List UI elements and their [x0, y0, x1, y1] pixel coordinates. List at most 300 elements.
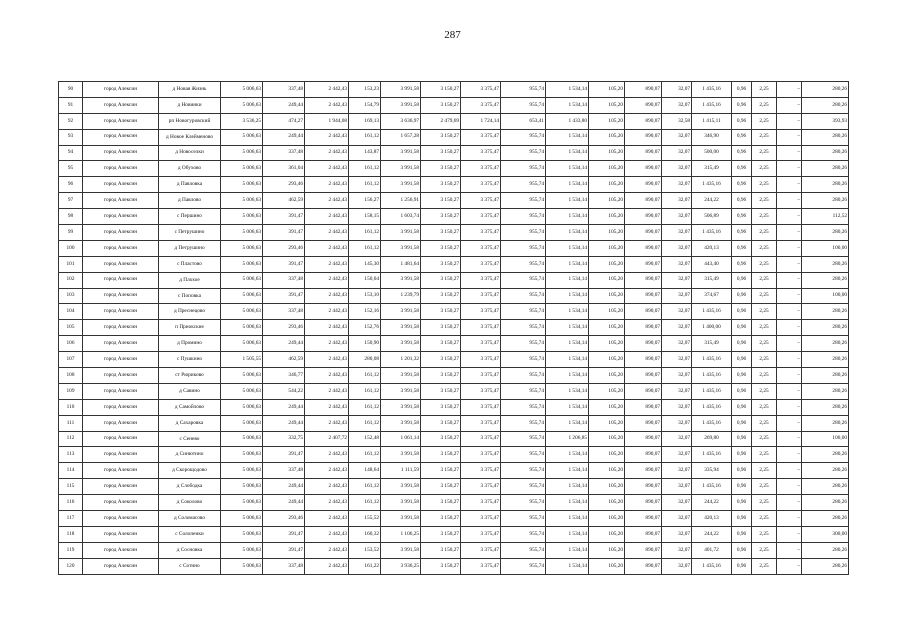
table-cell: 1 534,14	[546, 320, 589, 336]
table-cell: город Алексин	[83, 193, 159, 209]
table-row	[59, 511, 849, 527]
table-cell: 249,44	[263, 495, 305, 511]
table-cell: д Синютино	[159, 447, 221, 463]
table-cell: 3 150,27	[421, 399, 461, 415]
table-cell: 1 435,16	[692, 82, 732, 98]
table-cell: –	[777, 368, 802, 384]
table-cell: 0,96	[732, 272, 752, 288]
table-cell: город Алексин	[83, 129, 159, 145]
table-cell: 32,07	[662, 209, 692, 225]
table-cell: 0,96	[732, 145, 752, 161]
table-cell: 3 150,27	[421, 495, 461, 511]
table-cell: 96	[59, 177, 83, 193]
table-cell: 1 435,16	[692, 415, 732, 431]
table-cell: 5 006,63	[221, 415, 263, 431]
table-cell: 0,96	[732, 256, 752, 272]
table-cell: 2 442,43	[305, 256, 349, 272]
table-cell: 2 442,43	[305, 304, 349, 320]
table-cell: 293,46	[263, 177, 305, 193]
table-cell: 2 479,69	[421, 113, 461, 129]
table-cell: 890,07	[625, 272, 662, 288]
table-cell: 152,48	[349, 431, 381, 447]
table-cell: 92	[59, 113, 83, 129]
table-cell: 280,26	[802, 97, 849, 113]
table-cell: –	[777, 320, 802, 336]
table-cell: 5 006,63	[221, 431, 263, 447]
table-cell: –	[777, 304, 802, 320]
table-cell: 280,08	[349, 352, 381, 368]
table-cell: 2 442,43	[305, 542, 349, 558]
table-cell: 1 435,16	[692, 304, 732, 320]
table-cell: 3 150,27	[421, 415, 461, 431]
table-cell: 2 442,43	[305, 352, 349, 368]
table-cell: 105,20	[589, 288, 625, 304]
table-cell: 5 006,63	[221, 209, 263, 225]
table-cell: 955,74	[501, 97, 546, 113]
table-cell: 890,07	[625, 240, 662, 256]
table-row	[59, 113, 849, 129]
table-row	[59, 209, 849, 225]
table-row	[59, 526, 849, 542]
table-cell: 111	[59, 415, 83, 431]
table-cell: 2,25	[752, 225, 777, 241]
table-cell: 105,20	[589, 336, 625, 352]
table-cell: 280,26	[802, 463, 849, 479]
table-cell: 105	[59, 320, 83, 336]
table-cell: 3 150,27	[421, 383, 461, 399]
table-cell: 3 150,27	[421, 129, 461, 145]
table-row	[59, 415, 849, 431]
table-cell: 5 006,63	[221, 129, 263, 145]
table-cell: 2 442,43	[305, 288, 349, 304]
table-cell: 3 150,27	[421, 82, 461, 98]
table-cell: 32,07	[662, 558, 692, 574]
table-cell: город Алексин	[83, 542, 159, 558]
table-cell: 955,74	[501, 272, 546, 288]
table-cell: 337,48	[263, 145, 305, 161]
table-cell: 3 991,58	[381, 97, 421, 113]
table-cell: 3 150,27	[421, 225, 461, 241]
table-cell: 3 991,58	[381, 383, 421, 399]
table-cell: 244,22	[692, 495, 732, 511]
table-cell: 3 991,58	[381, 177, 421, 193]
table-cell: 890,07	[625, 479, 662, 495]
table-row	[59, 97, 849, 113]
table-cell: 32,07	[662, 129, 692, 145]
table-cell: д Новая Жизнь	[159, 82, 221, 98]
table-cell: 5 006,63	[221, 542, 263, 558]
table-cell: город Алексин	[83, 209, 159, 225]
table-cell: 32,07	[662, 82, 692, 98]
table-cell: 32,07	[662, 193, 692, 209]
table-cell: 3 150,27	[421, 97, 461, 113]
table-row	[59, 558, 849, 574]
table-cell: 1 724,14	[461, 113, 501, 129]
table-cell: 955,74	[501, 288, 546, 304]
table-row	[59, 82, 849, 98]
table-cell: 890,07	[625, 463, 662, 479]
table-cell: 474,27	[263, 113, 305, 129]
table-cell: 32,07	[662, 145, 692, 161]
table-cell: 1 435,16	[692, 225, 732, 241]
table-cell: 293,46	[263, 320, 305, 336]
table-cell: 955,74	[501, 240, 546, 256]
page-number: 287	[444, 29, 461, 41]
table-cell: 161,22	[349, 558, 381, 574]
table-cell: 158,15	[349, 209, 381, 225]
table-cell: 1 534,14	[546, 399, 589, 415]
table-cell: 100,00	[802, 240, 849, 256]
table-cell: 1 435,16	[692, 479, 732, 495]
table-cell: 335,94	[692, 463, 732, 479]
table-cell: город Алексин	[83, 320, 159, 336]
table-cell: –	[777, 447, 802, 463]
table-row	[59, 431, 849, 447]
table-cell: город Алексин	[83, 558, 159, 574]
table-cell: 890,07	[625, 97, 662, 113]
table-cell: 3 991,58	[381, 399, 421, 415]
table-cell: –	[777, 415, 802, 431]
table-cell: –	[777, 399, 802, 415]
table-cell: 280,26	[802, 320, 849, 336]
table-cell: –	[777, 209, 802, 225]
table-cell: 113	[59, 447, 83, 463]
table-cell: 3 150,27	[421, 368, 461, 384]
table-cell: город Алексин	[83, 383, 159, 399]
table-cell: 3 991,58	[381, 320, 421, 336]
table-cell: 99	[59, 225, 83, 241]
table-cell: 105,20	[589, 558, 625, 574]
table-cell: 280,26	[802, 225, 849, 241]
table-cell: 0,96	[732, 161, 752, 177]
table-cell: 5 006,63	[221, 256, 263, 272]
table-cell: д Соколово	[159, 495, 221, 511]
table-cell: 3 150,27	[421, 447, 461, 463]
table-cell: 161,12	[349, 161, 381, 177]
table-cell: 161,12	[349, 240, 381, 256]
table-cell: д Савино	[159, 383, 221, 399]
table-cell: город Алексин	[83, 240, 159, 256]
table-cell: 955,74	[501, 368, 546, 384]
table-cell: 890,07	[625, 288, 662, 304]
table-cell: 280,26	[802, 82, 849, 98]
table-cell: 249,44	[263, 129, 305, 145]
table-cell: 337,48	[263, 304, 305, 320]
table-cell: 955,74	[501, 320, 546, 336]
table-cell: 3 991,58	[381, 161, 421, 177]
table-cell: 1 534,14	[546, 415, 589, 431]
table-cell: 152,16	[349, 304, 381, 320]
table-cell: 105,20	[589, 431, 625, 447]
table-cell: 374,67	[692, 288, 732, 304]
table-cell: 890,07	[625, 145, 662, 161]
table-cell: 393,93	[802, 113, 849, 129]
table-cell: 105,20	[589, 399, 625, 415]
table-cell: 161,12	[349, 447, 381, 463]
table-cell: 955,74	[501, 542, 546, 558]
table-cell: 5 006,63	[221, 495, 263, 511]
table-cell: 0,96	[732, 304, 752, 320]
table-cell: 153,52	[349, 542, 381, 558]
table-cell: 2,25	[752, 495, 777, 511]
table-cell: 2,25	[752, 399, 777, 415]
table-cell: 3 375,47	[461, 415, 501, 431]
table-cell: 153,10	[349, 288, 381, 304]
table-cell: 420,13	[692, 240, 732, 256]
table-cell: 105,20	[589, 352, 625, 368]
table-cell: 1 534,14	[546, 352, 589, 368]
table-cell: 32,07	[662, 161, 692, 177]
table-cell: 5 006,63	[221, 383, 263, 399]
table-cell: 890,07	[625, 304, 662, 320]
table-cell: 280,26	[802, 479, 849, 495]
table-cell: город Алексин	[83, 304, 159, 320]
table-cell: город Алексин	[83, 352, 159, 368]
table-cell: 890,07	[625, 368, 662, 384]
table-cell: 280,26	[802, 368, 849, 384]
table-cell: д Сахаровка	[159, 415, 221, 431]
table-cell: 0,96	[732, 336, 752, 352]
table-cell: д Новоселки	[159, 145, 221, 161]
table-cell: 1 534,14	[546, 288, 589, 304]
table-row	[59, 542, 849, 558]
table-cell: 506,89	[692, 209, 732, 225]
table-cell: 1 534,14	[546, 161, 589, 177]
table-cell: –	[777, 526, 802, 542]
table-cell: 955,74	[501, 383, 546, 399]
table-cell: 2 442,43	[305, 82, 349, 98]
table-cell: 101	[59, 256, 83, 272]
table-cell: ст Рюриково	[159, 368, 221, 384]
table-cell: 280,26	[802, 256, 849, 272]
table-cell: город Алексин	[83, 272, 159, 288]
table-cell: город Алексин	[83, 463, 159, 479]
table-cell: 3 375,47	[461, 272, 501, 288]
table-cell: 1 534,14	[546, 209, 589, 225]
table-cell: 3 375,47	[461, 431, 501, 447]
table-cell: 890,07	[625, 558, 662, 574]
table-cell: 890,07	[625, 415, 662, 431]
table-cell: 120	[59, 558, 83, 574]
table-cell: 0,96	[732, 526, 752, 542]
table-cell: 955,74	[501, 225, 546, 241]
table-cell: 110	[59, 399, 83, 415]
table-cell: 890,07	[625, 225, 662, 241]
table-row	[59, 320, 849, 336]
table-cell: 105,20	[589, 225, 625, 241]
table-cell: 3 150,27	[421, 352, 461, 368]
table-cell: 105,20	[589, 193, 625, 209]
table-cell: 0,96	[732, 240, 752, 256]
table-cell: 890,07	[625, 256, 662, 272]
table-cell: 5 006,63	[221, 447, 263, 463]
table-cell: 2,25	[752, 336, 777, 352]
table-cell: 1 534,14	[546, 447, 589, 463]
table-cell: город Алексин	[83, 256, 159, 272]
table-cell: 100,00	[802, 431, 849, 447]
table-cell: 890,07	[625, 193, 662, 209]
table-cell: 32,07	[662, 495, 692, 511]
table-cell: 105,20	[589, 479, 625, 495]
table-cell: 105,20	[589, 320, 625, 336]
table-cell: 3 150,27	[421, 304, 461, 320]
table-cell: 105,20	[589, 82, 625, 98]
table-cell: 32,07	[662, 383, 692, 399]
table-cell: 1 534,14	[546, 193, 589, 209]
table-row	[59, 272, 849, 288]
table-cell: 1 534,14	[546, 97, 589, 113]
table-cell: 280,26	[802, 304, 849, 320]
table-cell: д Сосновка	[159, 542, 221, 558]
table-cell: 3 375,47	[461, 129, 501, 145]
table-cell: 3 375,47	[461, 383, 501, 399]
table-cell: 3 150,27	[421, 288, 461, 304]
table-cell: 3 375,47	[461, 495, 501, 511]
table-row	[59, 145, 849, 161]
table-cell: 2,25	[752, 463, 777, 479]
table-cell: 2 407,72	[305, 431, 349, 447]
table-cell: –	[777, 463, 802, 479]
table-cell: 153,23	[349, 82, 381, 98]
table-cell: 1 534,14	[546, 526, 589, 542]
table-cell: 280,26	[802, 352, 849, 368]
table-cell: 105,20	[589, 495, 625, 511]
table-cell: 2 442,43	[305, 558, 349, 574]
table-cell: п Приокские	[159, 320, 221, 336]
table-cell: 3 991,58	[381, 304, 421, 320]
table-cell: 1 534,14	[546, 383, 589, 399]
table-cell: 3 375,47	[461, 352, 501, 368]
table-cell: 3 150,27	[421, 272, 461, 288]
table-cell: 0,96	[732, 415, 752, 431]
table-cell: 1 505,55	[221, 352, 263, 368]
table-cell: 2,25	[752, 431, 777, 447]
table-cell: 3 150,27	[421, 177, 461, 193]
table-cell: 955,74	[501, 336, 546, 352]
table-cell: 32,07	[662, 542, 692, 558]
table-cell: 1 534,14	[546, 225, 589, 241]
table-cell: 2,25	[752, 97, 777, 113]
table-cell: 3 375,47	[461, 526, 501, 542]
table-cell: 293,46	[263, 240, 305, 256]
table-cell: 5 006,63	[221, 193, 263, 209]
table-cell: 2 442,43	[305, 320, 349, 336]
table-cell: 161,12	[349, 368, 381, 384]
table-cell: 109	[59, 383, 83, 399]
table-cell: 32,07	[662, 399, 692, 415]
table-cell: 32,07	[662, 256, 692, 272]
table-cell: 2 442,43	[305, 383, 349, 399]
table-row	[59, 193, 849, 209]
table-cell: 315,49	[692, 161, 732, 177]
table-cell: 3 375,47	[461, 463, 501, 479]
table-cell: 0,96	[732, 479, 752, 495]
table-cell: 161,12	[349, 415, 381, 431]
table-cell: 105,20	[589, 383, 625, 399]
table-cell: 32,07	[662, 415, 692, 431]
table-cell: 280,26	[802, 383, 849, 399]
table-cell: 3 375,47	[461, 240, 501, 256]
table-cell: –	[777, 272, 802, 288]
table-cell: 3 991,58	[381, 511, 421, 527]
table-cell: 2 442,43	[305, 336, 349, 352]
table-row	[59, 352, 849, 368]
table-cell: 32,07	[662, 447, 692, 463]
table-cell: 337,48	[263, 558, 305, 574]
table-cell: 105,20	[589, 113, 625, 129]
table-cell: 955,74	[501, 129, 546, 145]
table-cell: 32,07	[662, 526, 692, 542]
table-cell: –	[777, 288, 802, 304]
table-cell: 955,74	[501, 431, 546, 447]
table-cell: 3 375,47	[461, 447, 501, 463]
table-cell: 32,07	[662, 336, 692, 352]
table-cell: 462,59	[263, 193, 305, 209]
table-cell: 3 150,27	[421, 336, 461, 352]
table-cell: –	[777, 193, 802, 209]
table-cell: 105,20	[589, 368, 625, 384]
table-cell: д Плохое	[159, 272, 221, 288]
table-cell: 0,96	[732, 368, 752, 384]
table-cell: 391,47	[263, 526, 305, 542]
table-cell: 3 991,58	[381, 240, 421, 256]
table-cell: город Алексин	[83, 161, 159, 177]
table-cell: 5 006,63	[221, 368, 263, 384]
table-cell: 0,96	[732, 177, 752, 193]
table-cell: 955,74	[501, 399, 546, 415]
table-cell: 143,87	[349, 145, 381, 161]
table-cell: 2,25	[752, 113, 777, 129]
table-cell: 105,20	[589, 209, 625, 225]
table-cell: 3 150,27	[421, 193, 461, 209]
table-cell: 3 375,47	[461, 320, 501, 336]
table-cell: д Соломасово	[159, 511, 221, 527]
table-cell: 249,44	[263, 336, 305, 352]
table-cell: 2,25	[752, 511, 777, 527]
table-cell: 105,20	[589, 526, 625, 542]
table-cell: 280,26	[802, 542, 849, 558]
table-cell: 890,07	[625, 431, 662, 447]
table-cell: 5 006,63	[221, 288, 263, 304]
table-cell: 280,26	[802, 272, 849, 288]
table-cell: 114	[59, 463, 83, 479]
table-cell: 890,07	[625, 542, 662, 558]
table-cell: с Петрушино	[159, 225, 221, 241]
table-cell: 161,12	[349, 399, 381, 415]
table-cell: 105,20	[589, 511, 625, 527]
table-cell: 1 435,16	[692, 368, 732, 384]
table-cell: 2 442,43	[305, 272, 349, 288]
table-cell: 161,12	[349, 495, 381, 511]
table-cell: с Пластово	[159, 256, 221, 272]
table-cell: 1 534,14	[546, 511, 589, 527]
table-cell: 102	[59, 272, 83, 288]
table-cell: 955,74	[501, 193, 546, 209]
table-cell: 154,79	[349, 97, 381, 113]
table-cell: 3 991,58	[381, 225, 421, 241]
table-cell: 2,25	[752, 161, 777, 177]
table-cell: 3 536,25	[221, 113, 263, 129]
table-cell: 1 239,79	[381, 288, 421, 304]
table-cell: 249,44	[263, 399, 305, 415]
table-cell: город Алексин	[83, 526, 159, 542]
table-cell: 1 206,85	[546, 431, 589, 447]
table-cell: 2 442,43	[305, 193, 349, 209]
table-cell: 890,07	[625, 129, 662, 145]
table-cell: 156,27	[349, 193, 381, 209]
table-cell: 1 201,32	[381, 352, 421, 368]
table-cell: с Поповка	[159, 288, 221, 304]
